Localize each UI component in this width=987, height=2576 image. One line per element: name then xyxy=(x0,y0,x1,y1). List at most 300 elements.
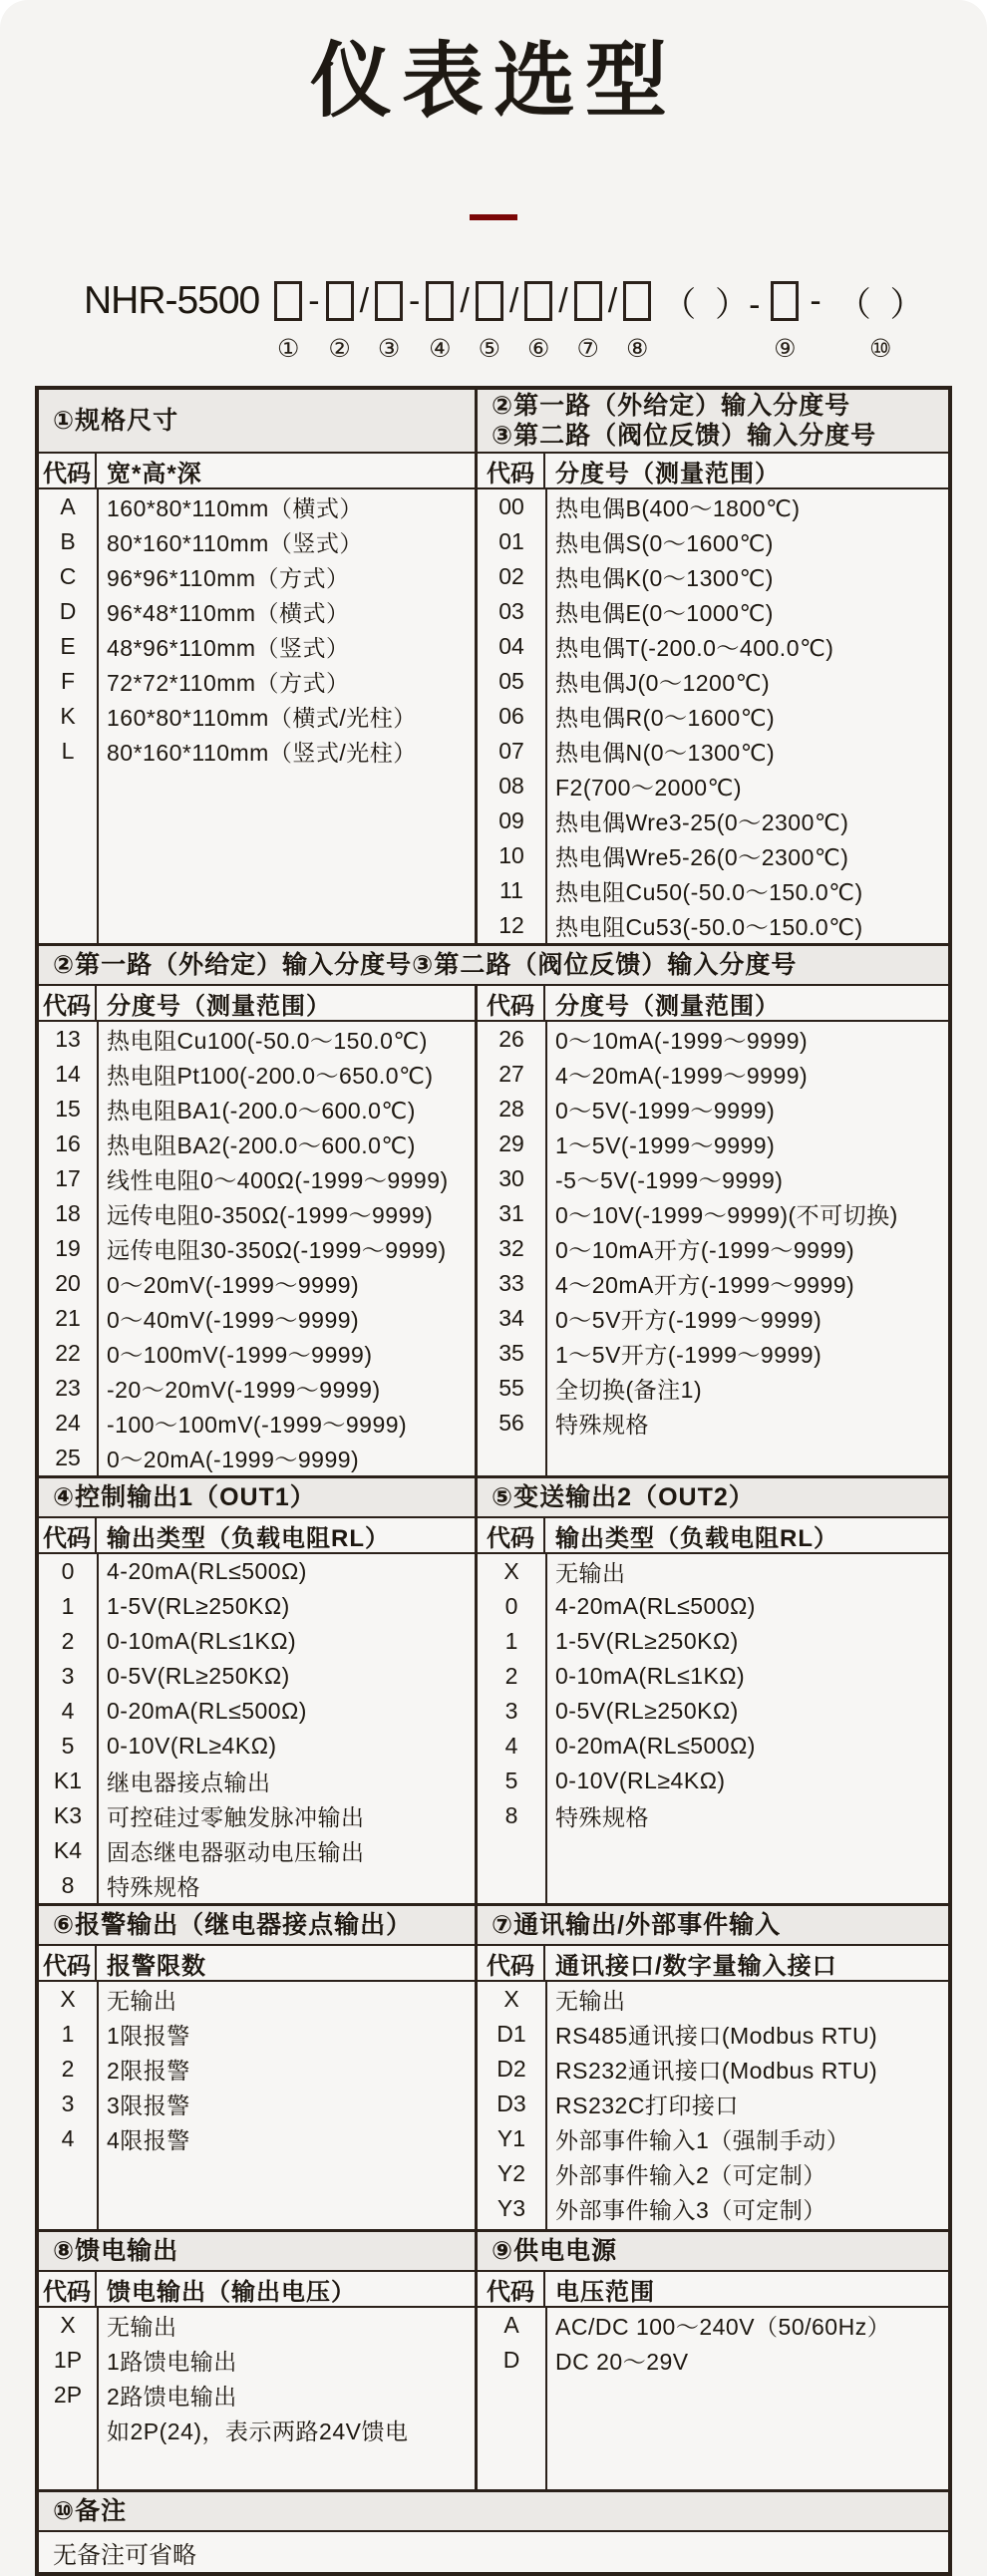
table-row xyxy=(478,699,948,734)
table-row xyxy=(39,1022,475,1057)
row-code: 00 xyxy=(498,493,524,519)
table-row xyxy=(39,1441,475,1475)
table-row xyxy=(478,1694,948,1729)
row-desc: -100～100mV(-1999～9999) xyxy=(107,1412,408,1438)
section-comm-output xyxy=(478,1906,948,2229)
row-desc: 0～10V(-1999～9999)(不可切换) xyxy=(555,1202,898,1228)
row-code: 1 xyxy=(504,1628,518,1654)
table-row xyxy=(478,1729,948,1764)
section-input-division-left xyxy=(39,986,478,1475)
row-desc: 4～20mA(-1999～9999) xyxy=(555,1063,809,1089)
row-code: F xyxy=(60,668,76,694)
row-code: 2 xyxy=(61,1628,75,1654)
row-desc: 远传电阻30-350Ω(-1999～9999) xyxy=(107,1237,447,1263)
row-desc: 4～20mA开方(-1999～9999) xyxy=(555,1272,855,1298)
row-code: 3 xyxy=(61,1663,75,1689)
row-desc: 0～5V(-1999～9999) xyxy=(555,1098,776,1124)
band-outputs xyxy=(39,1475,948,1903)
row-code: 29 xyxy=(498,1130,524,1156)
row-code: 16 xyxy=(55,1130,81,1156)
section-header-text: ①规格尺寸 xyxy=(53,407,179,435)
row-code: 08 xyxy=(498,773,524,799)
table-row xyxy=(478,1406,948,1441)
row-code: 33 xyxy=(498,1270,524,1296)
row-code: A xyxy=(60,493,76,519)
row-code: 0 xyxy=(504,1593,518,1619)
row-desc: 0～10mA开方(-1999～9999) xyxy=(555,1237,855,1263)
col-code-label: 代码 xyxy=(39,986,97,1020)
row-code: 8 xyxy=(504,1802,518,1828)
rows-feed-output xyxy=(39,2308,475,2489)
section-header-text: ⑦通讯输出/外部事件输入 xyxy=(492,1911,782,1939)
section-transmit-output2 xyxy=(478,1478,948,1903)
model-box xyxy=(623,276,651,366)
table-row xyxy=(39,1982,475,2017)
table-row xyxy=(478,908,948,943)
section-header xyxy=(39,2232,475,2272)
section-header xyxy=(478,1478,948,1518)
model-separator: / xyxy=(460,281,470,320)
model-position-number: ⑧ xyxy=(625,335,649,363)
section-input-division-right xyxy=(478,986,948,1475)
table-row xyxy=(39,2052,475,2087)
section-power-supply xyxy=(478,2232,948,2489)
row-desc: 1-5V(RL≥250KΩ) xyxy=(555,1628,739,1654)
row-desc: 0-10V(RL≥4KΩ) xyxy=(555,1768,726,1793)
table-row xyxy=(39,489,475,524)
row-code: 15 xyxy=(55,1096,81,1122)
row-code: 5 xyxy=(61,1733,75,1759)
row-code: 30 xyxy=(498,1165,524,1191)
section-header-text: ⑤变送输出2（OUT2） xyxy=(492,1483,755,1511)
row-desc: 线性电阻0～400Ω(-1999～9999) xyxy=(107,1167,449,1193)
table-row xyxy=(478,1589,948,1624)
row-code: 05 xyxy=(498,668,524,694)
row-code: 55 xyxy=(498,1375,524,1401)
row-code: 27 xyxy=(498,1061,524,1087)
row-desc: 热电偶R(0～1600℃) xyxy=(555,705,776,731)
row-desc: 热电阻BA2(-200.0～600.0℃) xyxy=(107,1132,416,1158)
row-code: D xyxy=(59,598,77,624)
row-desc: 160*80*110mm（横式/光柱） xyxy=(107,705,417,731)
rows-input-division-b-left xyxy=(39,1022,475,1475)
row-code: K3 xyxy=(53,1802,83,1828)
column-header xyxy=(478,986,948,1022)
column-header xyxy=(478,1946,948,1982)
row-code: K1 xyxy=(53,1768,83,1793)
table-row xyxy=(39,699,475,734)
row-code: 07 xyxy=(498,738,524,764)
row-code: K xyxy=(60,703,76,729)
row-desc: 特殊规格 xyxy=(555,1804,649,1830)
table-row xyxy=(478,1301,948,1336)
model-separator: / xyxy=(607,281,618,320)
section-header xyxy=(478,2232,948,2272)
model-separator: / xyxy=(558,281,568,320)
model-separator: / xyxy=(508,281,519,320)
band-alarm-comm xyxy=(39,1903,948,2229)
col-code-label: 代码 xyxy=(39,1518,97,1552)
section-header-text: ⑩备注 xyxy=(53,2497,128,2525)
table-row xyxy=(478,2017,948,2052)
table-row xyxy=(478,2121,948,2156)
rows-control-output1 xyxy=(39,1554,475,1903)
table-row xyxy=(39,1231,475,1266)
column-header xyxy=(39,986,475,1022)
row-code: 2P xyxy=(53,2382,83,2408)
row-code: 13 xyxy=(55,1026,81,1052)
row-desc: 0-20mA(RL≤500Ω) xyxy=(107,1698,307,1724)
col-desc-label: 分度号（测量范围） xyxy=(555,460,780,487)
row-code: 11 xyxy=(499,877,523,903)
row-code: X xyxy=(60,2312,76,2338)
table-row xyxy=(39,734,475,769)
row-desc: 热电阻Cu50(-50.0～150.0℃) xyxy=(555,879,863,905)
row-code: A xyxy=(503,2312,519,2338)
rows-power-supply xyxy=(478,2308,948,2489)
table-row xyxy=(39,2087,475,2121)
model-separator: （ ）- xyxy=(662,285,761,324)
row-desc: 1～5V开方(-1999～9999) xyxy=(555,1342,822,1368)
section-header xyxy=(39,390,475,454)
band-feed-power xyxy=(39,2229,948,2489)
section-header xyxy=(39,1478,475,1518)
row-desc: 4-20mA(RL≤500Ω) xyxy=(555,1593,756,1619)
model-box xyxy=(524,276,552,366)
table-row xyxy=(478,1659,948,1694)
table-row xyxy=(478,873,948,908)
row-desc: 热电偶E(0～1000℃) xyxy=(555,600,774,626)
row-code: B xyxy=(60,528,76,554)
model-box-slot xyxy=(274,281,302,321)
row-desc: 远传电阻0-350Ω(-1999～9999) xyxy=(107,1202,434,1228)
model-box-slot xyxy=(771,281,799,321)
page-title: 仪表选型 xyxy=(309,36,677,127)
row-desc: RS232C打印接口 xyxy=(555,2093,739,2118)
row-desc: 160*80*110mm（横式） xyxy=(107,495,363,521)
accent-dash xyxy=(470,214,517,220)
row-desc: 热电偶K(0～1300℃) xyxy=(555,565,774,591)
row-code: D3 xyxy=(496,2091,526,2116)
table-row xyxy=(39,1266,475,1301)
section-feed-output xyxy=(39,2232,478,2489)
model-position-number: ⑦ xyxy=(576,335,599,363)
section-header-text: ⑧馈电输出 xyxy=(53,2237,179,2265)
row-desc: 特殊规格 xyxy=(555,1412,649,1438)
section-header xyxy=(478,390,948,454)
section-input-division xyxy=(478,390,948,943)
rows-spec-size xyxy=(39,489,475,943)
column-header xyxy=(478,1518,948,1554)
row-code: 1 xyxy=(61,2021,75,2047)
row-code: K4 xyxy=(53,1837,83,1863)
model-box xyxy=(574,276,602,366)
table-row xyxy=(39,1196,475,1231)
table-row xyxy=(39,1301,475,1336)
rows-input-division-b-right xyxy=(478,1022,948,1475)
table-row xyxy=(478,594,948,629)
section-header xyxy=(39,1906,475,1946)
table-row xyxy=(39,1868,475,1903)
col-code-label: 代码 xyxy=(478,986,545,1020)
table-row xyxy=(39,2017,475,2052)
row-desc: 外部事件输入1（强制手动） xyxy=(555,2127,850,2153)
model-box-slot xyxy=(375,281,403,321)
row-desc: 无输出 xyxy=(555,1560,626,1586)
table-row xyxy=(39,2413,475,2447)
model-box xyxy=(476,276,503,366)
row-desc: 0～40mV(-1999～9999) xyxy=(107,1307,360,1333)
row-desc: 72*72*110mm（方式） xyxy=(107,670,350,696)
table-row xyxy=(39,524,475,559)
col-desc-label: 输出类型（负载电阻RL） xyxy=(107,1524,390,1552)
row-desc: 96*48*110mm（横式） xyxy=(107,600,350,626)
column-header xyxy=(39,2272,475,2308)
row-code: X xyxy=(60,1986,76,2012)
col-code-label: 代码 xyxy=(39,2272,97,2306)
row-desc: 2限报警 xyxy=(107,2058,190,2084)
row-desc: 96*96*110mm（方式） xyxy=(107,565,350,591)
table-row xyxy=(478,2087,948,2121)
table-row xyxy=(39,1092,475,1127)
row-desc: 4-20mA(RL≤500Ω) xyxy=(107,1558,307,1584)
table-row xyxy=(478,804,948,838)
row-desc: 热电阻BA1(-200.0～600.0℃) xyxy=(107,1098,416,1124)
row-code: 28 xyxy=(498,1096,524,1122)
selection-table xyxy=(35,386,952,2576)
table-row xyxy=(39,1798,475,1833)
col-desc-label: 输出类型（负载电阻RL） xyxy=(555,1524,838,1552)
table-row xyxy=(478,1092,948,1127)
table-row xyxy=(39,559,475,594)
table-row xyxy=(478,1982,948,2017)
table-row xyxy=(478,838,948,873)
section-header-text: ④控制输出1（OUT1） xyxy=(53,1483,316,1511)
row-code: 35 xyxy=(498,1340,524,1366)
col-code-label: 代码 xyxy=(39,454,97,487)
row-desc: DC 20～29V xyxy=(555,2349,689,2375)
row-code: 56 xyxy=(498,1410,524,1436)
section-header xyxy=(39,946,948,986)
band-input-division-2 xyxy=(39,943,948,1475)
section-control-output1 xyxy=(39,1478,478,1903)
model-box xyxy=(326,276,354,366)
row-code: 34 xyxy=(498,1305,524,1331)
row-desc: 热电偶B(400～1800℃) xyxy=(555,495,801,521)
column-header xyxy=(39,1946,475,1982)
row-desc: -20～20mV(-1999～9999) xyxy=(107,1377,381,1403)
model-prefix: NHR-5500 xyxy=(84,279,260,322)
model-separator: - xyxy=(409,281,421,320)
row-code: 10 xyxy=(498,842,524,868)
row-desc: 80*160*110mm（竖式/光柱） xyxy=(107,740,417,766)
section-header-text: ⑥报警输出（继电器接点输出） xyxy=(53,1911,413,1939)
row-desc: 2路馈电输出 xyxy=(107,2384,237,2410)
row-desc: 0～100mV(-1999～9999) xyxy=(107,1342,373,1368)
row-desc: 0～20mA(-1999～9999) xyxy=(107,1447,360,1472)
row-code: 25 xyxy=(55,1445,81,1470)
section-header-line2: ③第二路（阀位反馈）输入分度号 xyxy=(492,422,877,450)
row-desc: 固态继电器驱动电压输出 xyxy=(107,1839,365,1865)
row-code: 18 xyxy=(55,1200,81,1226)
model-box-slot xyxy=(524,281,552,321)
table-row xyxy=(39,1406,475,1441)
row-desc: 0-10V(RL≥4KΩ) xyxy=(107,1733,277,1759)
table-row xyxy=(39,1371,475,1406)
table-row xyxy=(478,559,948,594)
table-row xyxy=(478,1127,948,1161)
row-code: 8 xyxy=(61,1872,75,1898)
table-row xyxy=(478,1764,948,1798)
row-code: 0 xyxy=(61,1558,75,1584)
table-row xyxy=(478,769,948,804)
row-desc: 热电阻Cu53(-50.0～150.0℃) xyxy=(555,914,863,940)
model-segments xyxy=(271,276,931,366)
table-row xyxy=(39,2308,475,2343)
row-desc: 继电器接点输出 xyxy=(107,1770,271,1795)
table-row xyxy=(39,1659,475,1694)
col-code-label: 代码 xyxy=(478,454,545,487)
row-desc: 0-5V(RL≥250KΩ) xyxy=(555,1698,739,1724)
rows-alarm-output xyxy=(39,1982,475,2229)
col-desc-label: 馈电输出（输出电压） xyxy=(107,2278,356,2306)
row-desc: 1-5V(RL≥250KΩ) xyxy=(107,1593,290,1619)
section-header xyxy=(39,2492,948,2532)
row-code: 2 xyxy=(61,2056,75,2082)
model-position-number: ⑤ xyxy=(478,335,501,363)
table-row xyxy=(478,1022,948,1057)
row-desc: 无输出 xyxy=(107,1988,177,2014)
row-desc: 1路馈电输出 xyxy=(107,2349,237,2375)
row-code: 3 xyxy=(61,2091,75,2116)
col-desc-label: 电压范围 xyxy=(555,2278,655,2306)
row-code: 4 xyxy=(61,2125,75,2151)
col-desc-label: 通讯接口/数字量输入接口 xyxy=(555,1952,837,1980)
model-position-number: ⑩ xyxy=(868,335,892,363)
row-desc: 热电偶N(0～1300℃) xyxy=(555,740,776,766)
col-desc-label: 宽*高*深 xyxy=(107,460,202,487)
table-row xyxy=(478,1196,948,1231)
column-header xyxy=(39,1518,475,1554)
table-row xyxy=(39,2121,475,2156)
row-desc: 热电偶T(-200.0～400.0℃) xyxy=(555,635,834,661)
row-desc: RS485通讯接口(Modbus RTU) xyxy=(555,2023,878,2049)
row-code: 20 xyxy=(55,1270,81,1296)
row-desc: 可控硅过零触发脉冲输出 xyxy=(107,1804,365,1830)
model-box xyxy=(375,276,403,366)
model-box xyxy=(274,276,302,366)
row-desc: F2(700～2000℃) xyxy=(555,775,743,801)
row-code: 17 xyxy=(55,1165,81,1191)
row-desc: 外部事件输入2（可定制） xyxy=(555,2162,826,2188)
row-code: X xyxy=(503,1986,519,2012)
row-code: D xyxy=(502,2347,520,2373)
column-header xyxy=(478,2272,948,2308)
table-row xyxy=(478,2308,948,2343)
table-row xyxy=(39,1589,475,1624)
row-code: Y2 xyxy=(496,2160,526,2186)
row-desc: 1～5V(-1999～9999) xyxy=(555,1132,776,1158)
table-row xyxy=(39,629,475,664)
section-spec-size xyxy=(39,390,478,943)
model-position-number: ② xyxy=(328,335,351,363)
table-row xyxy=(478,1231,948,1266)
row-desc: 热电偶Wre5-26(0～2300℃) xyxy=(555,844,849,870)
section-alarm-output xyxy=(39,1906,478,2229)
table-row xyxy=(39,594,475,629)
row-code: 32 xyxy=(498,1235,524,1261)
row-code: 2 xyxy=(504,1663,518,1689)
table-row xyxy=(478,2156,948,2191)
table-row xyxy=(39,1729,475,1764)
row-code: 01 xyxy=(498,528,524,554)
row-code: 12 xyxy=(498,912,524,938)
row-code: 14 xyxy=(55,1061,81,1087)
table-row xyxy=(478,524,948,559)
row-desc: 0～20mV(-1999～9999) xyxy=(107,1272,360,1298)
table-row xyxy=(478,1161,948,1196)
table-row xyxy=(478,489,948,524)
row-code: 21 xyxy=(55,1305,81,1331)
col-code-label: 代码 xyxy=(39,1946,97,1980)
column-header xyxy=(478,454,948,489)
table-row xyxy=(478,1371,948,1406)
rows-comm-output xyxy=(478,1982,948,2229)
row-code: 4 xyxy=(504,1733,518,1759)
row-code: 24 xyxy=(55,1410,81,1436)
rows-transmit-output2 xyxy=(478,1554,948,1903)
table-row xyxy=(39,1127,475,1161)
row-code: 4 xyxy=(61,1698,75,1724)
model-separator: - xyxy=(308,281,320,320)
rows-input-division-a xyxy=(478,489,948,943)
row-code: 22 xyxy=(55,1340,81,1366)
row-desc: 1限报警 xyxy=(107,2023,190,2049)
row-code: 03 xyxy=(498,598,524,624)
model-separator: / xyxy=(359,281,370,320)
table-row xyxy=(478,1336,948,1371)
column-header xyxy=(39,454,475,489)
table-row xyxy=(39,1336,475,1371)
model-position-number: ⑥ xyxy=(527,335,550,363)
row-code: D2 xyxy=(496,2056,526,2082)
row-desc: 热电阻Pt100(-200.0～650.0℃) xyxy=(107,1063,434,1089)
row-desc: 0～5V开方(-1999～9999) xyxy=(555,1307,822,1333)
table-row xyxy=(478,1057,948,1092)
col-desc-label: 报警限数 xyxy=(107,1952,206,1980)
band-remark xyxy=(39,2489,948,2572)
row-desc: 热电偶Wre3-25(0～2300℃) xyxy=(555,809,849,835)
table-row xyxy=(39,2378,475,2413)
table-row xyxy=(39,1624,475,1659)
model-box-slot xyxy=(426,281,454,321)
row-code: 04 xyxy=(498,633,524,659)
table-row xyxy=(39,1833,475,1868)
table-row xyxy=(478,1624,948,1659)
row-code: 1 xyxy=(61,1593,75,1619)
model-code-line xyxy=(84,276,987,366)
row-desc: 80*160*110mm（竖式） xyxy=(107,530,363,556)
table-row xyxy=(39,664,475,699)
table-row xyxy=(478,2343,948,2378)
table-row xyxy=(39,1764,475,1798)
table-row xyxy=(39,2343,475,2378)
table-row xyxy=(39,1057,475,1092)
row-code: C xyxy=(59,563,77,589)
row-desc: 无输出 xyxy=(555,1988,626,2014)
table-row xyxy=(478,734,948,769)
row-desc: 无输出 xyxy=(107,2314,177,2340)
